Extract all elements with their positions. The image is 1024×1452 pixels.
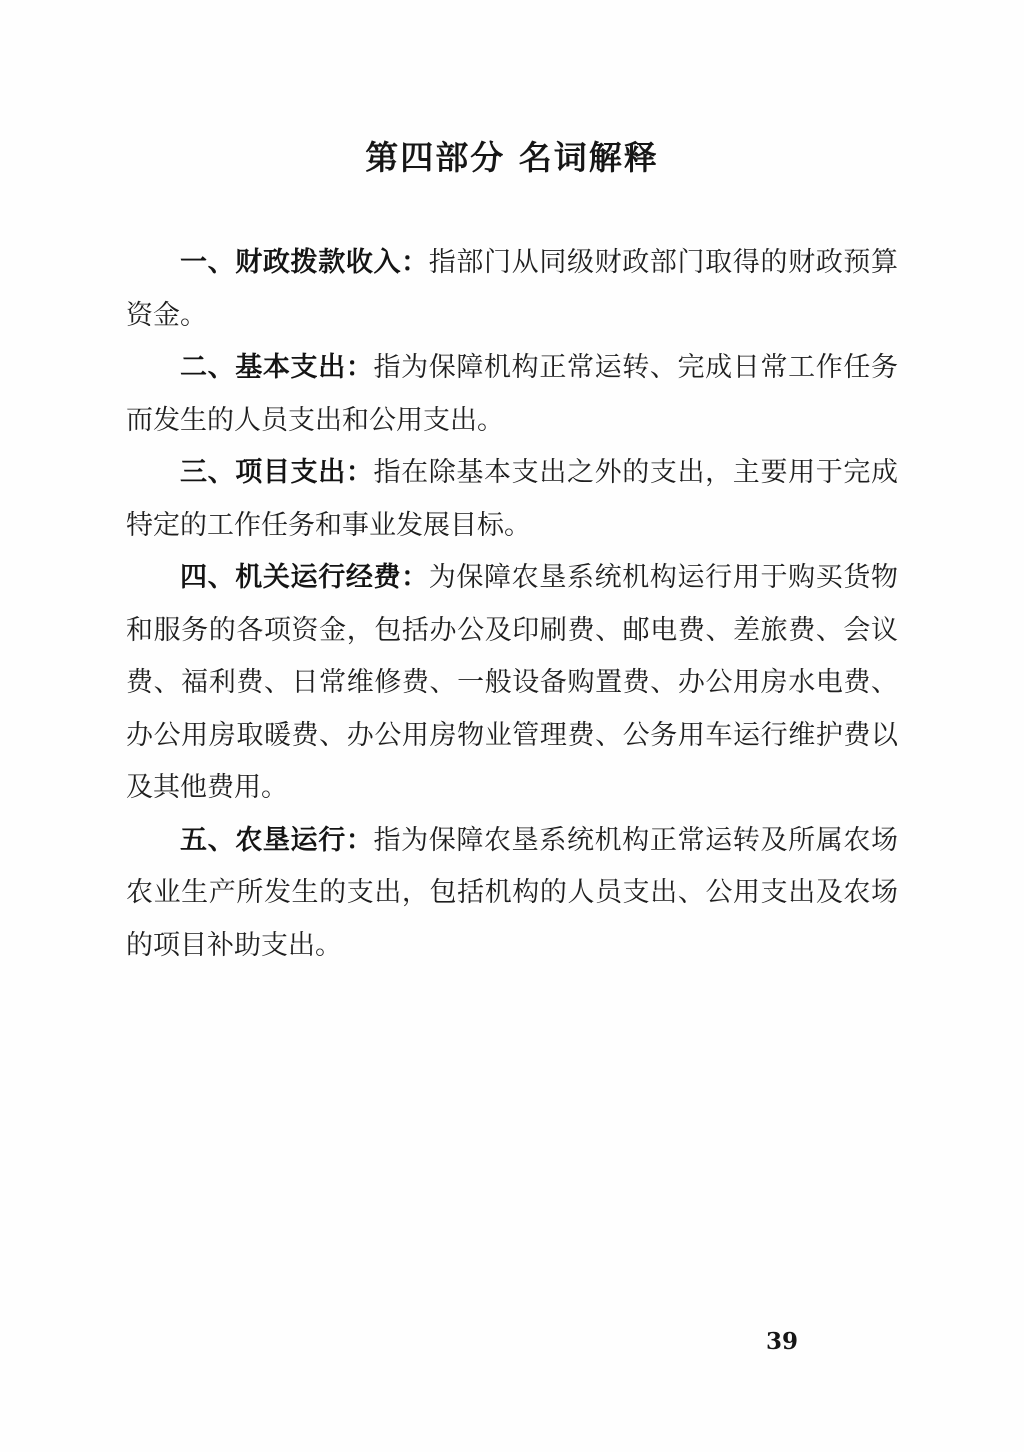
- document-body: [126, 237, 898, 972]
- term-label: 五、农垦运行：: [180, 824, 374, 856]
- term-definition: 指部门从同级财政部门取得的财政预算资金。: [126, 247, 899, 331]
- term-definition: 为保障农垦系统机构运行用于购买货物和服务的各项资金，包括办公及印刷费、邮电费、差旅费、会议费、福利费、日常维修费、一般设备购置费、办公用房水电费、办公用房取暖费、办公用房物业管理费、公务用车运行维护费以及其他费用。: [126, 562, 899, 803]
- term-label: 二、基本支出：: [180, 352, 374, 383]
- term-label: 三、项目支出：: [180, 457, 374, 488]
- term-label: 一、财政拨款收入：: [180, 247, 429, 278]
- term-label: 四、机关运行经费：: [180, 562, 429, 593]
- page-title: 第四部分 名词解释: [365, 138, 659, 177]
- definition-paragraph: [126, 552, 898, 815]
- term-definition: 指在除基本支出之外的支出，主要用于完成特定的工作任务和事业发展目标。: [126, 457, 899, 541]
- definition-paragraph: [126, 342, 898, 447]
- page-number: 39: [766, 1328, 799, 1355]
- definition-paragraph: [126, 447, 898, 552]
- term-definition: 指为保障机构正常运转、完成日常工作任务而发生的人员支出和公用支出。: [126, 352, 899, 436]
- term-definition: 指为保障农垦系统机构正常运转及所属农场农业生产所发生的支出，包括机构的人员支出、公用支出及农场的项目补助支出。: [126, 824, 899, 961]
- definition-paragraph: [126, 815, 898, 973]
- definition-paragraph: [126, 237, 898, 342]
